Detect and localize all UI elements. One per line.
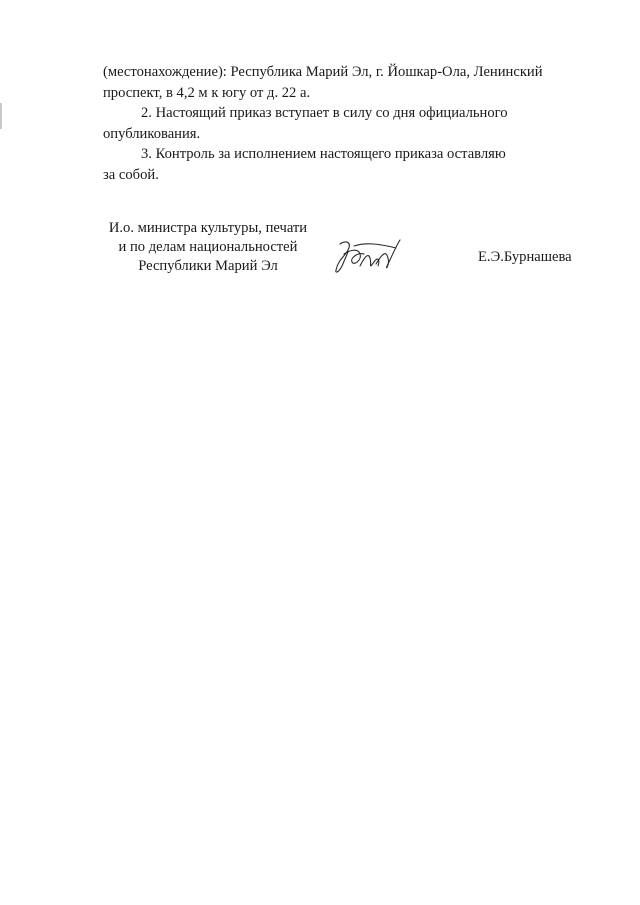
paragraph-effective-date-line1: 2. Настоящий приказ вступает в силу со дня официального xyxy=(141,105,508,121)
handwritten-signature xyxy=(330,236,402,276)
signature-stroke-5 xyxy=(354,244,396,248)
paragraph-location xyxy=(103,62,573,103)
paragraph-location-line2: проспект, в 4,2 м к югу от д. 22 а. xyxy=(103,84,311,101)
signature-stroke-2 xyxy=(344,250,364,263)
signatory-title-line3: Республики Марий Эл xyxy=(138,258,278,274)
signer-name: Е.Э.Бурнашева xyxy=(478,249,572,265)
signature-stroke-1 xyxy=(336,242,349,272)
signatory-title-line1: И.о. министра культуры, печати xyxy=(108,220,308,236)
paragraph-location-line1: (местонахождение): Республика Марий Эл, г. Йошкар-Ола, Ленинский xyxy=(103,64,543,80)
signatory-title xyxy=(103,219,313,276)
paragraph-effective-date-line2: опубликования. xyxy=(103,125,201,142)
paragraph-control-line2: за собой. xyxy=(103,166,159,183)
document-body xyxy=(103,62,573,185)
signatory-title-line2: и по делам национальностей xyxy=(118,239,298,255)
signature-stroke-4 xyxy=(376,240,400,268)
paragraph-control-line1: 3. Контроль за исполнением настоящего приказа оставляю xyxy=(141,146,506,162)
scan-edge-mark xyxy=(0,103,2,129)
paragraph-effective-date xyxy=(103,103,573,144)
paragraph-control xyxy=(103,144,573,185)
